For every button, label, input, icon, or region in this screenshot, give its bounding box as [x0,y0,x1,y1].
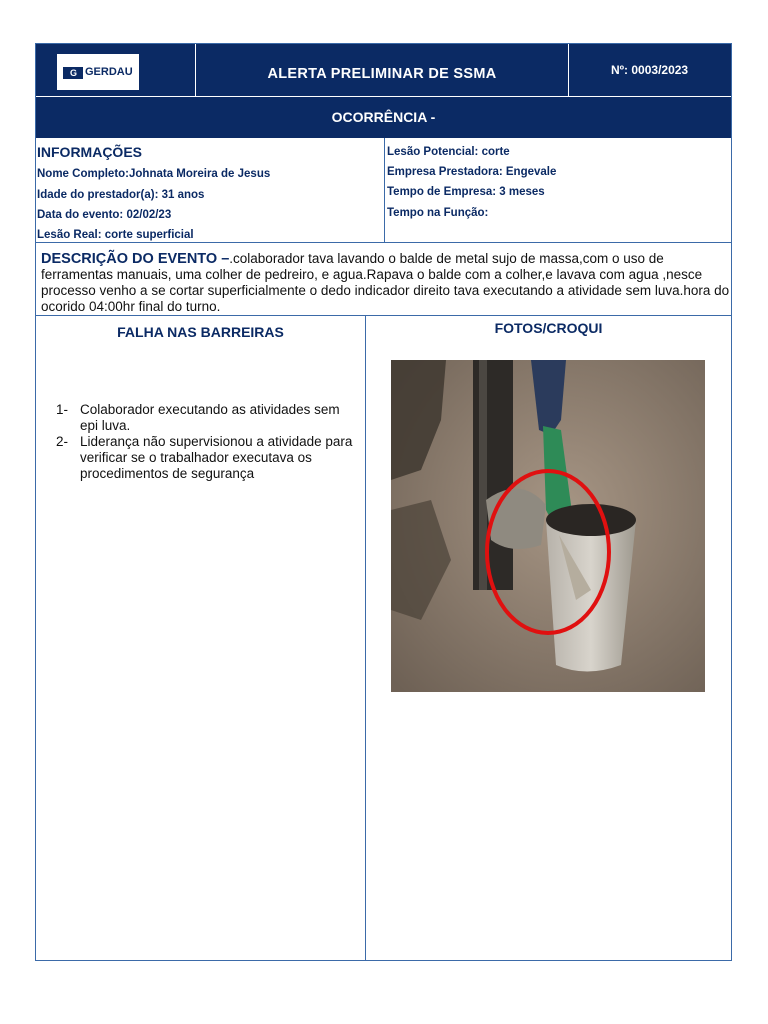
occurrence-label: OCORRÊNCIA - [331,109,436,125]
logo-cell [36,44,196,96]
logo-text: GERDAU [85,66,133,78]
barriers-column [36,316,366,960]
alert-document [35,43,732,961]
number-cell [569,44,731,96]
photos-title: FOTOS/CROQUI [494,320,603,336]
title-cell [196,44,569,96]
bucket-opening [546,504,636,536]
barriers-title: FALHA NAS BARREIRAS [117,324,284,340]
barriers-list [56,402,361,482]
logo-mark: G [63,67,83,79]
info-right [385,138,731,242]
description-label: DESCRIÇÃO DO EVENTO – [41,251,230,267]
photos-column [366,316,731,960]
field-age: Idade do prestador(a): 31 anos [37,189,205,201]
list-item-number: 1- [56,402,69,417]
description-section [36,243,731,316]
bottom-section [36,316,731,960]
event-photo [391,360,705,692]
field-company-tenure: Tempo de Empresa: 3 meses [387,186,545,198]
info-section [36,138,731,243]
list-item-text: Liderança não supervisionou a atividade para verificar se o trabalhador executava os procedimentos de segurança [80,434,353,481]
document-title: ALERTA PRELIMINAR DE SSMA [267,66,497,82]
field-company: Empresa Prestadora: Engevale [387,166,557,178]
event-photo-drawing [391,360,705,692]
header-bar [36,44,731,96]
info-left [36,138,385,242]
field-real-injury: Lesão Real: corte superficial [37,229,194,241]
description-text: .colaborador tava lavando o balde de metal sujo de massa,com o uso de ferramentas manuais, uma colher de pedreiro, e agua.Rapava o balde com a colher,e lavava com agua ,nesce processo venho a se cortar superficialmente o dedo indicador direito tava executando a atividade sem luva.hora do ocorido 04:00hr final do turno. [41,251,730,314]
info-heading: INFORMAÇÕES [37,144,142,160]
description-paragraph [41,251,731,315]
field-full-name: Nome Completo:Johnata Moreira de Jesus [37,168,271,180]
list-item-number: 2- [56,434,69,449]
alert-number: Nº: 0003/2023 [611,63,689,77]
field-event-date: Data do evento: 02/02/23 [37,209,172,221]
occurrence-bar [36,96,731,138]
field-role-tenure: Tempo na Função: [387,207,489,219]
gerdau-logo [57,54,139,90]
list-item [56,434,361,482]
list-item [56,402,361,434]
field-potential-injury: Lesão Potencial: corte [387,146,510,158]
trowel-shape [486,489,546,549]
list-item-text: Colaborador executando as atividades sem epi luva. [80,402,340,433]
